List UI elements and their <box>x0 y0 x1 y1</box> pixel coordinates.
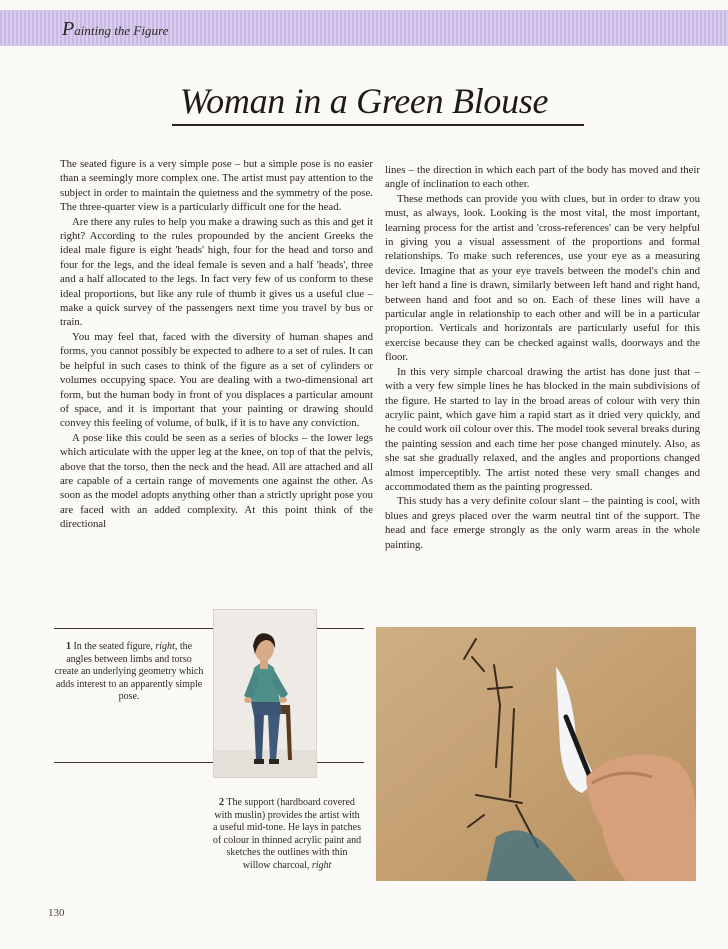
caption-number: 1 <box>65 641 71 652</box>
caption1-top-rule <box>54 628 364 629</box>
section-header-initial: P <box>62 18 75 40</box>
paragraph: lines – the direction in which each part of the body has moved and their angle of inclination to each other. <box>385 164 700 191</box>
section-header-label <box>62 18 168 41</box>
paragraph: This study has a very definite colour slant – the painting is cool, with blues and greys placed over the warm neutral tint of the support. The head and face emerge strongly as the only warm areas in the whole painting. <box>385 495 700 551</box>
paragraph: You may feel that, faced with the diversity of human shapes and forms, you cannot possibly be expected to adhere to a set of rules. It can be helpful in such cases to think of the figure as a set of cylinders or volumes occupying space. You are dealing with a two-dimensional art form, but the human body in front of you displaces a particular amount of space, and it is important that your painting or drawing should convey this feeling of volume, of bulk, if it is to have any conviction. <box>60 330 373 430</box>
paragraph: A pose like this could be seen as a series of blocks – the lower legs which articulate with the upper leg at the knee, on top of that the pelvis, above that the torso, then the neck and the head. All are attached and all are capable of a certain range of movements one against the other. As soon as the model adopts anything other than a strictly upright pose you are faced with an added complexity. At this point think of the directional <box>60 431 373 531</box>
caption-emphasis: right <box>155 641 175 652</box>
caption-text: In the seated figure, <box>70 641 156 652</box>
title-underline <box>172 124 584 126</box>
seated-model-illustration <box>214 610 316 777</box>
paragraph: The seated figure is a very simple pose – but a simple pose is no easier than a seemingly more complex one. The artist must pay attention to the subject in order to maintain the quietness and the symmetry of the pose. The three-quarter view is a particularly difficult one for the head. <box>60 158 373 214</box>
page-number: 130 <box>48 907 65 919</box>
body-column-left <box>60 157 373 532</box>
body-column-right <box>385 163 700 552</box>
figure-caption-2 <box>212 797 362 873</box>
charcoal-sketch-illustration <box>376 627 696 881</box>
caption-text: , the angles between limbs and torso create an underlying geometry which adds interest to an apparently simple pose. <box>54 641 204 703</box>
section-header-text: ainting the Figure <box>74 23 169 38</box>
caption-number: 2 <box>219 797 225 808</box>
paragraph: In this very simple charcoal drawing the artist has done just that – with a very few simple lines he has blocked in the main subdivisions of the figure. He started to lay in the broad areas of colour with very thin acrylic paint, which gave him a rapid start as it dried very quickly, and he could work oil colour over this. The model took several breaks during the painting session and each time her pose changed minutely. Also, as she sat she gradually relaxed, and the angles and proportions changed almost imperceptibly. The artist noted these very small changes and accommodated them as the painting progressed. <box>385 365 700 493</box>
seated-model-photo <box>213 609 317 778</box>
figure-caption-1 <box>54 641 204 704</box>
caption1-bottom-rule <box>54 762 364 763</box>
caption-text: The support (hardboard covered with muslin) provides the artist with a useful mid-tone. He lays in patches of colour in thinned acrylic paint and sketches the outlines with thin willow charcoal, <box>212 797 362 871</box>
charcoal-sketch-photo <box>376 627 696 881</box>
paragraph: Are there any rules to help you make a drawing such as this and get it right? According to the rules propounded by the ancient Greeks the ideal male figure is eight 'heads' high, four for the head and torso and four for the legs, and the ideal female is seven and a half 'heads', three and a half allocated to the legs. In fact very few of us conform to these ideal proportions, but like any rule of thumb it gives us a useful clue – make a quick survey of the passengers next time you travel by bus or train. <box>60 215 373 329</box>
caption-emphasis: right <box>311 859 332 871</box>
page-title: Woman in a Green Blouse <box>179 81 549 121</box>
paragraph: These methods can provide you with clues, but in order to draw you must, as always, look. Looking is the most vital, the most important, learning process for the artist and 'cross-references' can be very helpful in giving you a visual assessment of the proportions and formal relationships. To make such references, use your eye as a measuring device. Imagine that as your eye travels between the model's chin and her left hand a line is drawn, similarly between left hand and right hand, between hand and foot and so on. Each of these lines will have a particular angle in relationship to each other and will be in a particular proportion. Verticals and horizontals are particularly useful for this exercise because they can be checked against walls, doorways and the floor. <box>385 192 700 364</box>
